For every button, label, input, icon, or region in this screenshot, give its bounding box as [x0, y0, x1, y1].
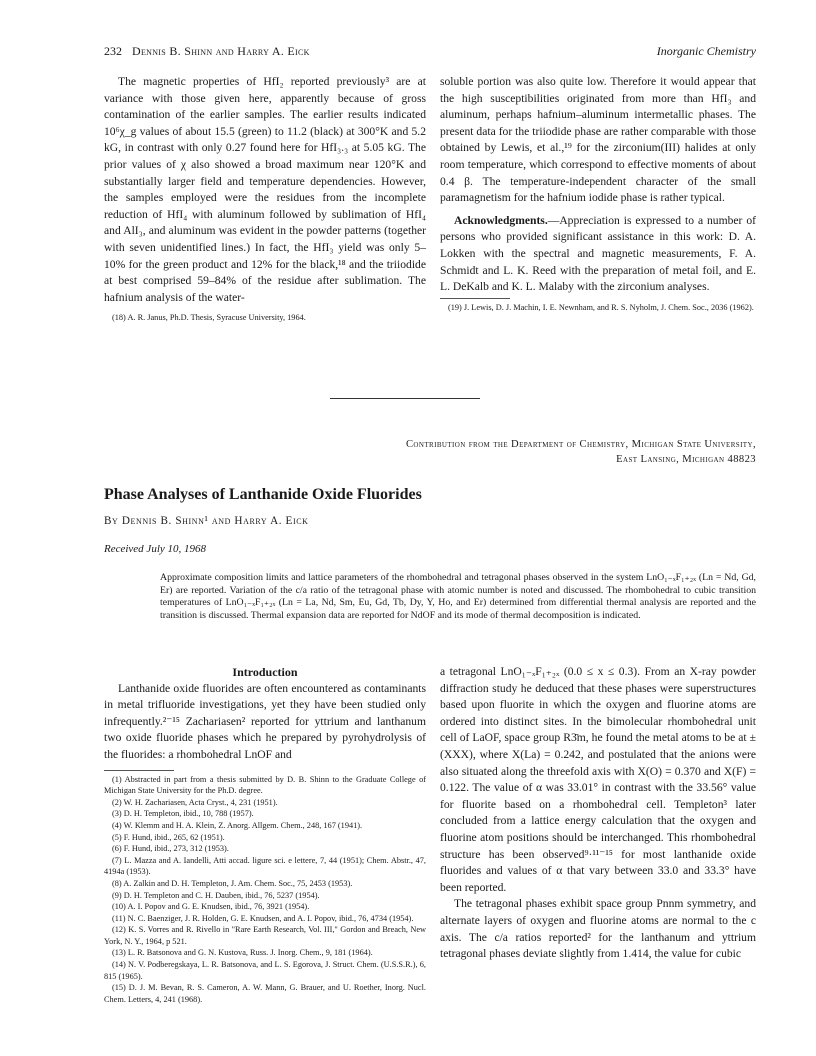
footnote-18: (18) A. R. Janus, Ph.D. Thesis, Syracuse University, 1964. [112, 313, 306, 323]
introduction-heading: Introduction [232, 665, 298, 679]
page-number: 232 [104, 44, 122, 58]
intro-left-column [104, 664, 426, 1005]
article-separator [330, 398, 480, 399]
footnote: (11) N. C. Baenziger, J. R. Holden, G. E. Knudsen, and A. I. Popov, ibid., 76, 4734 (1954). [112, 913, 414, 923]
footnote-list [104, 774, 426, 1006]
magnetic-paragraph: The magnetic properties of HfI₂ reported previously³ are at variance with those given here, apparently because of gross contamination of the earlier samples. The earlier results indicated 10⁶χ_g values of about 15.5 (green) to 11.2 (black) at 300°K and 5.2 kG, in contrast with only 0.27 found here for HfI₃.₃ at 5.05 kG. The prior values of χ also showed a broad maximum near 120°K and substantially larger field and temperature dependencies. However, the samples employed were the residues from the incomplete reduction of HfI₄ with aluminum followed by sublimation of HfI₄ and AlI₃, and aluminum was evident in the powder patterns (together with seven unidentified lines.) In fact, the HfI₃ yield was only 5–10% for the green product and 12% for the black,¹⁸ and the triiodide at best comprised 59–84% of the residue after sublimation. The hafnium analysis of the water- [104, 75, 426, 304]
running-authors: Dennis B. Shinn and Harry A. Eick [132, 44, 310, 58]
top-left-column [104, 74, 426, 324]
footnote: (2) W. H. Zachariasen, Acta Cryst., 4, 231 (1951). [112, 797, 278, 807]
footnote-19: (19) J. Lewis, D. J. Machin, I. E. Newnham, and R. S. Nyholm, J. Chem. Soc., 2036 (1962). [448, 302, 754, 312]
received-date: Received July 10, 1968 [104, 543, 207, 555]
footnote: (14) N. V. Podberegskaya, L. R. Batsonova, and L. S. Egorova, J. Struct. Chem. (U.S.S.R.), 6, 815 (1965). [104, 960, 426, 981]
footnote: (13) L. R. Batsonova and G. N. Kustova, Russ. J. Inorg. Chem., 9, 181 (1964). [112, 948, 373, 958]
intro-right-column [440, 664, 756, 963]
ack-text: —Appreciation is expressed to a number of persons who provided significant assistance in this work: D. A. Lokken with the spectral and magnetic measurements, F. A. Schmidt and L. K. Reed with the preparation of metal foil, and E. L. DeKalb and K. L. Malaby with the zirconium analyses. [440, 213, 756, 294]
footnote: (6) F. Hund, ibid., 273, 312 (1953). [112, 844, 229, 854]
footnote: (4) W. Klemm and H. A. Klein, Z. Anorg. Allgem. Chem., 248, 167 (1941). [112, 820, 363, 830]
footnote: (10) A. I. Popov and G. E. Knudsen, ibid., 76, 3921 (1954). [112, 902, 310, 912]
intro-left-paragraph: Lanthanide oxide fluorides are often encountered as contaminants in metal trifluoride investigations, yet they have been studied only infrequently.²⁻¹⁵ Zachariasen² reported for yttrium and lanthanum two oxide fluoride phases which he prepared by pyrohydrolysis of the fluorides: a rhombohedral LnOF and [104, 681, 426, 761]
article-title: Phase Analyses of Lanthanide Oxide Fluorides [104, 486, 422, 503]
footnote: (7) L. Mazza and A. Iandelli, Atti accad. ligure sci. e lettere, 7, 44 (1951); Chem. Abstr., 47, 4194a (1953). [104, 855, 426, 877]
footnote: (3) D. H. Templeton, ibid., 10, 788 (1957). [112, 809, 254, 819]
intro-right-paragraph-2: The tetragonal phases exhibit space group Pnnm symmetry, and alternate layers of oxygen and fluorine atoms are normal to the c axis. The c/a ratios reported² for the lanthanum and yttrium tetragonal phases deviate slightly from 1.414, the value for cubic [440, 897, 756, 961]
footnote: (12) K. S. Vorres and R. Rivello in "Rare Earth Research, Vol. III," Gordon and Breach, New York, N. Y., 1964, p 521. [104, 925, 426, 946]
acknowledgments [440, 213, 756, 296]
journal-name: Inorganic Chemistry [656, 44, 756, 58]
footnote-rule [440, 298, 510, 299]
footnotes-rule [104, 770, 174, 771]
contribution-line: Contribution from the Department of Chemistry, Michigan State University, East Lansing, Michigan 48823 [405, 439, 756, 465]
footnote: (1) Abstracted in part from a thesis submitted by D. B. Shinn to the Graduate College of Michigan State University for the Ph.D. degree. [104, 774, 426, 796]
footnote: (5) F. Hund, ibid., 265, 62 (1951). [112, 832, 225, 842]
footnote: (15) D. J. M. Bevan, R. S. Cameron, A. W. Mann, G. Brauer, and U. Roether, Inorg. Nucl. Chem. Letters, 4, 241 (1968). [104, 983, 426, 1004]
intro-right-paragraph-1: a tetragonal LnO₁₋ₓF₁₊₂ₓ (0.0 ≤ x ≤ 0.3). From an X-ray powder diffraction study he deduced that these phases were superstructures based upon fluorite in which the oxygen and fluorine atoms are ordered into distinct sites. In the bimolecular rhombohedral unit cell of LaOF, space group R3̄m, he found the metal atoms to be at ±(XXX), where X(La) = 0.242, and postulated that the anions were also situated along the threefold axis with X(O) = 0.370 and X(F) = 0.122. The value of α was 33.01° in contrast with the 33.56° value for fluorite based on a rhombohedral cell. Templeton³ later concluded from a lattice energy calculation that the oxygen and fluorine atom positions should be interchanged. This rhombohedral structure has been observed⁹·¹¹⁻¹⁵ for most lanthanide oxide fluorides and values of α that vary between 33.0 and 33.3° have been reported. [440, 665, 756, 894]
abstract: Approximate composition limits and lattice parameters of the rhombohedral and tetragonal phases observed in the system LnO₁₋ₓF₁₊₂ₓ (Ln = Nd, Gd, Er) are reported. Variation of the c/a ratio of the tetragonal phase with atomic number is noted and discussed. The rhombohedral to cubic transition temperatures of LnO₁₋ₓF₁₊₂ₓ (Ln = La, Nd, Sm, Eu, Gd, Tb, Dy, Y, Ho, and Er) determined from differential thermal analysis are reported and the transition is discussed. Thermal expansion data are reported for NdOF and its mode of thermal decomposition is indicated. [160, 572, 756, 621]
continuation-paragraph: soluble portion was also quite low. Therefore it would appear that the high susceptibilities originated from more than HfI₃ and aluminum, perhaps hafnium–aluminum intermetallic phases. The present data for the triiodide phase are rather comparable with those obtained by Lewis, et al.,¹⁹ for the zirconium(III) halides at only room temperature, which correspond to effective moments of about 0.4 β. The temperature-independent character of the small paramagnetism for the hafnium iodide phase is rather typical. [440, 75, 756, 205]
ack-label: Acknowledgments. [454, 213, 548, 227]
footnote: (9) D. H. Templeton and C. H. Dauben, ibid., 76, 5237 (1954). [112, 890, 320, 900]
article-byline: By Dennis B. Shinn¹ and Harry A. Eick [104, 515, 309, 527]
top-right-column [440, 74, 756, 313]
footnote: (8) A. Zalkin and D. H. Templeton, J. Am. Chem. Soc., 75, 2453 (1953). [112, 878, 353, 888]
running-header [104, 44, 756, 64]
